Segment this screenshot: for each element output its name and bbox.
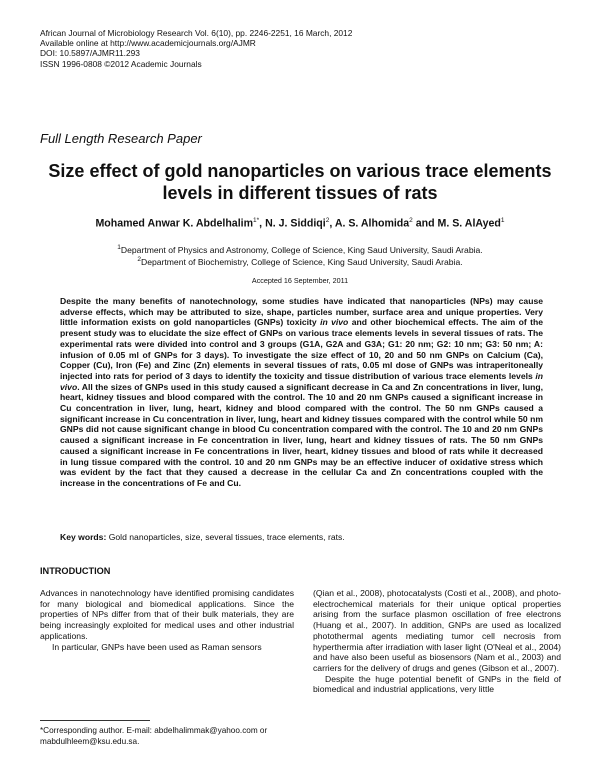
paper-title: Size effect of gold nanoparticles on various trace elements levels in different tissues of rats [48,161,552,203]
body-column-right [313,588,561,695]
body-paragraph: In particular, GNPs have been used as Raman sensors [52,641,262,652]
corresponding-author-footnote: *Corresponding author. E-mail: abdelhalimmak@yahoo.com or mabdulhleem@ksu.edu.sa. [40,726,268,746]
availability-line: Available online at http://www.academicjournals.org/AJMR [40,38,256,49]
author-affiliation-mark: 2 [409,217,413,224]
author-list [40,217,560,230]
abstract-text: Despite the many benefits of nanotechnology, some studies have indicated that nanoparticles (NPs) may cause adverse effects, which may be attributed to size, shape, particles number, surface area and unique properties. Very little information exists on gold nanoparticles (GNPs) toxicity [60,296,543,328]
body-paragraph: Despite the huge potential benefit of GNPs in the field of biomedical and industrial applications, very little [313,673,561,695]
author-affiliation-mark: 1 [500,217,505,224]
keywords-label: Key words: [60,532,107,542]
accepted-date: Accepted 16 September, 2011 [251,276,349,285]
author-name: A. S. Alhomida [334,217,410,230]
author-separator: , [329,217,335,230]
author-separator: , [259,217,266,230]
abstract-italic: in vivo [60,370,543,392]
affiliation-mark: 1 [117,244,121,251]
keywords [60,532,345,542]
affiliation [40,243,560,255]
body-paragraph: Advances in nanotechnology have identified promising candidates for many biological and biomedical applications. Since the properties of NPs differ from that of their bulk materials, they are being increasingly exploited for medical uses and other industrial applications. [40,588,294,641]
affiliation-mark: 2 [137,256,141,264]
keywords-text: Gold nanoparticles, size, several tissues, trace elements, rats. [106,532,345,542]
author-name: M. S. AlAyed [437,217,501,230]
paper-type: Full Length Research Paper [40,131,202,146]
affiliation-text: Department of Physics and Astronomy, College of Science, King Saud University, Saudi Arabia. [120,244,483,255]
affiliations [40,243,560,268]
introduction-heading: INTRODUCTION [40,566,111,576]
abstract-text: and other biochemical effects. The aim of the present study was to elucidate the size effect of GNPs on various trace elements levels in several tissues of rats. The experimental rats were divided into control and 3 groups (G1A, G2A and G3A; G1: 20 nm; G2: 10 nm; G3: 50 nm; A: infusion of 0.05 ml of GNPs for 3 days). To investigate the size effect of 10, 20 and 50 nm GNPs on Calcium (Ca), Copper (Cu), Iron (Fe) and Zinc (Zn) elements in several tissues of rats, 0.05 ml dose of GNPs was intraperitoneally injected into rats for period of 3 days to identify the toxicity and tissue distribution of various trace elements levels [60,317,543,381]
abstract [60,296,543,489]
footnote-divider [40,720,150,721]
body-column-left [40,588,294,652]
author-name: Mohamed Anwar K. Abdelhalim [95,217,254,230]
author-affiliation-mark: 2 [325,217,330,224]
journal-citation: African Journal of Microbiology Research Vol. 6(10), pp. 2246-2251, 16 March, 2012 [40,28,353,38]
abstract-text: . All the sizes of GNPs used in this study caused a significant decrease in Ca and Zn concentrations in liver, lung, heart, kidney tissues and blood compared with the control. The 10 and 20 nm GNPs caused a significant increase in Cu concentration in liver, lung, heart, kidney and blood compared with the control. The 50 nm GNPs caused a significant increase in Cu concentration in liver, lung, heart and kidney tissues compared with the control while 50 nm GNPs did not cause significant change in blood Cu concentration compared with the control. The 10 and 20 nm GNPs caused a significant increase in Fe concentration in liver, lung, heart and kidney tissues of rats. The 50 nm GNPs caused a significant increase in Fe concentrations in liver, heart, kidney tissues and blood of rats while it decreased in lung tissue compared with the control. 10 and 20 nm GNPs may be an effective inducer of oxidative stress which was evident by the fact that they caused a decrease in the cellular Ca and Zn concentrations coupled with the increase in the concentrations of Fe and Cu. [60,381,543,488]
issn-line: ISSN 1996-0808 ©2012 Academic Journals [40,58,202,69]
doi-line: DOI: 10.5897/AJMR11.293 [40,48,140,59]
affiliation [40,255,560,267]
author-conjunction: and [412,217,438,230]
journal-header [40,28,352,69]
body-paragraph: (Qian et al., 2008), photocatalysts (Costi et al., 2008), and photo-electrochemical materials for their unique optical properties arising from the surface plasmon oscillation of free electrons (Huang et al., 2007). In addition, GNPs are used as localized photothermal agents mediating tumor cell necrosis from hyperthermia after irradiation with laser light (O'Neal et al., 2004) and have also been useful as biosensors (Nam et al., 2003) and carriers for the delivery of drugs and genes (Gibson et al., 2007). [313,588,561,673]
author-affiliation-mark: 1* [253,217,260,224]
affiliation-text: Department of Biochemistry, College of Science, King Saud University, Saudi Arabia. [140,257,463,268]
abstract-italic: in vivo [320,317,349,328]
author-name: N. J. Siddiqi [265,217,326,230]
